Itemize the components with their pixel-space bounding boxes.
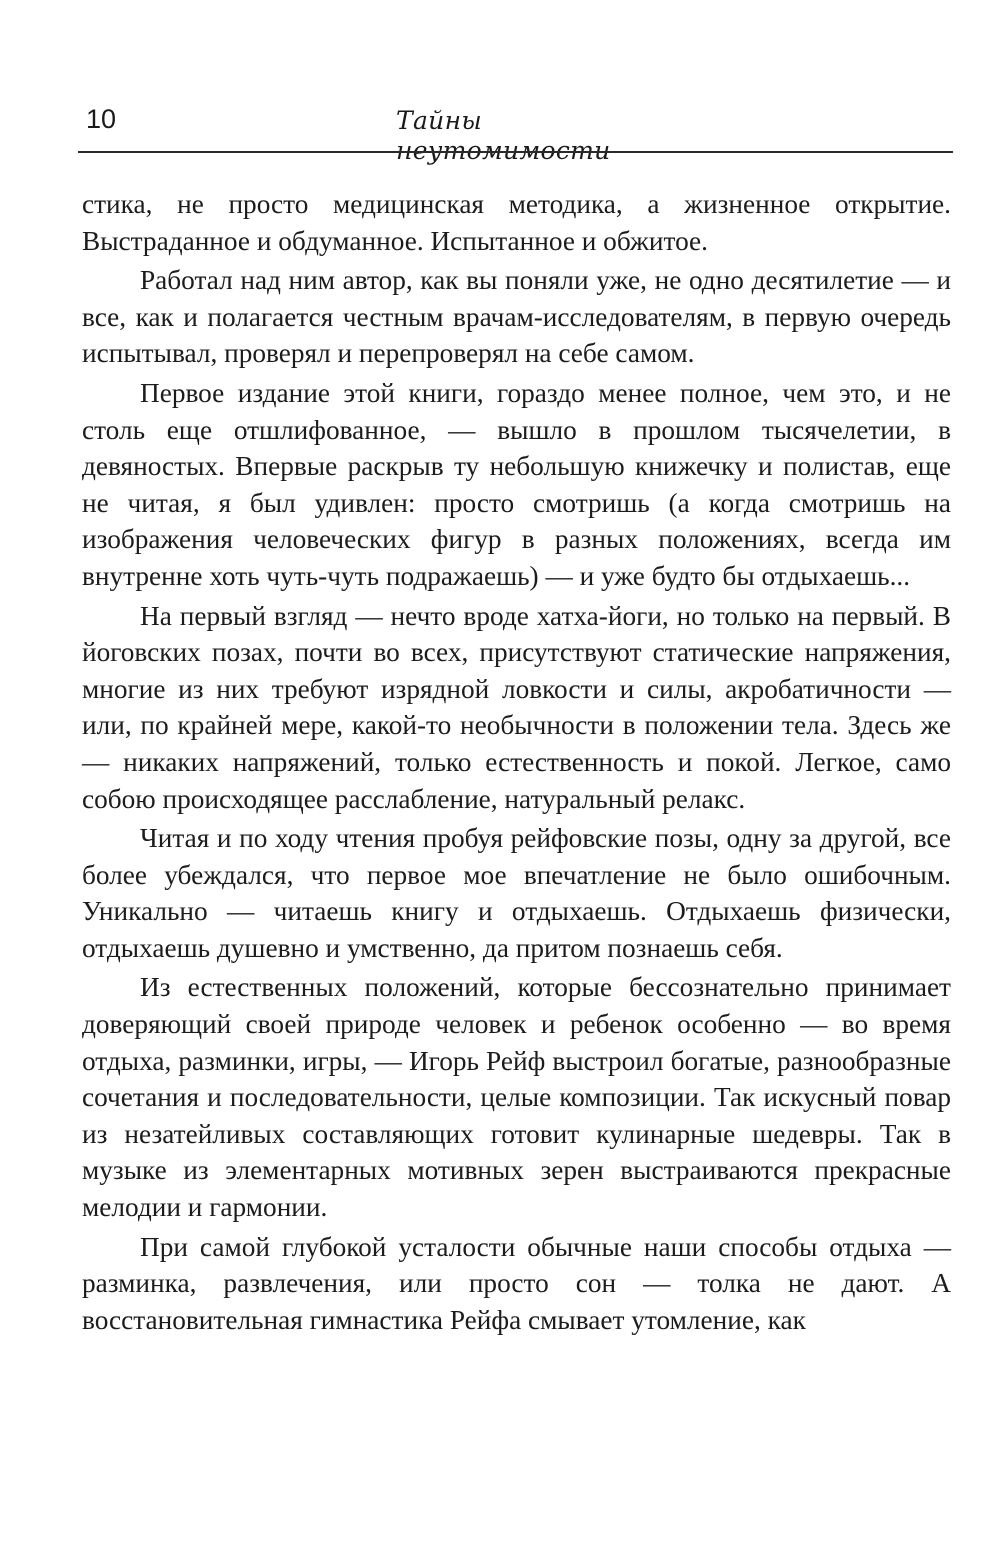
paragraph-6: Из естественных положений, которые бессознательно принимает доверяющий своей природе человек и ребенок особенно — во время отдыха, разминки, игры, — Игорь Рейф выстроил богатые, разнообразные сочетания и последовательности, целые композиции. Так искусный повар из незатейливых составляющих готовит кулинарные шедевры. Так в музыке из элементарных мотивных зерен выстраиваются прекрасные мелодии и гармонии. (82, 972, 951, 1223)
paragraph-1: стика, не просто медицинская методика, а жизненное открытие. Выстраданное и обдуманное. Испытанное и обжитое. (82, 189, 951, 256)
paragraph-3: Первое издание этой книги, гораздо менее полное, чем это, и не столь еще отшлифованное, — вышло в прошлом тысячелетии, в девяностых. Впервые раскрыв ту небольшую книжечку и полистав, еще не читая, я был удивлен: просто смотришь (а когда смотришь на изображения человеческих фигур в разных положениях, всегда им внутренне хоть чуть-чуть подражаешь) — и уже будто бы отдыхаешь... (82, 377, 951, 591)
paragraph-7: При самой глубокой усталости обычные наши способы отдыха — разминка, развлечения, или просто сон — толка не дают. А восстановительная гимнастика Рейфа смывает утомление, как (82, 1231, 951, 1335)
running-title: Тайны неутомимости (396, 106, 611, 165)
paragraph-2: Работал над ним автор, как вы поняли уже, не одно десятилетие — и все, как и полагается честным врачам-исследователям, в первую очередь испытывал, проверял и перепроверял на себе самом. (82, 265, 951, 369)
running-head (78, 100, 952, 165)
header-rule (78, 151, 953, 153)
body-text (82, 186, 951, 1338)
page-number: 10 (86, 104, 117, 134)
paragraph-5: Читая и по ходу чтения пробуя рейфовские позы, одну за другой, все более убеждался, что первое мое впечатление не было ошибочным. Уникально — читаешь книгу и отдыхаешь. Отдыхаешь физически, отдыхаешь душевно и умственно, да притом познаешь себя. (82, 823, 951, 963)
paragraph-4: На первый взгляд — нечто вроде хатха-йоги, но только на первый. В йоговских позах, почти во всех, присутствуют статические напряжения, многие из них требуют изрядной ловкости и силы, акробатичности — или, по крайней мере, какой-то необычности в положении тела. Здесь же — никаких напряжений, только естественность и покой. Легкое, само собою происходящее расслабление, натуральный релакс. (82, 600, 951, 814)
